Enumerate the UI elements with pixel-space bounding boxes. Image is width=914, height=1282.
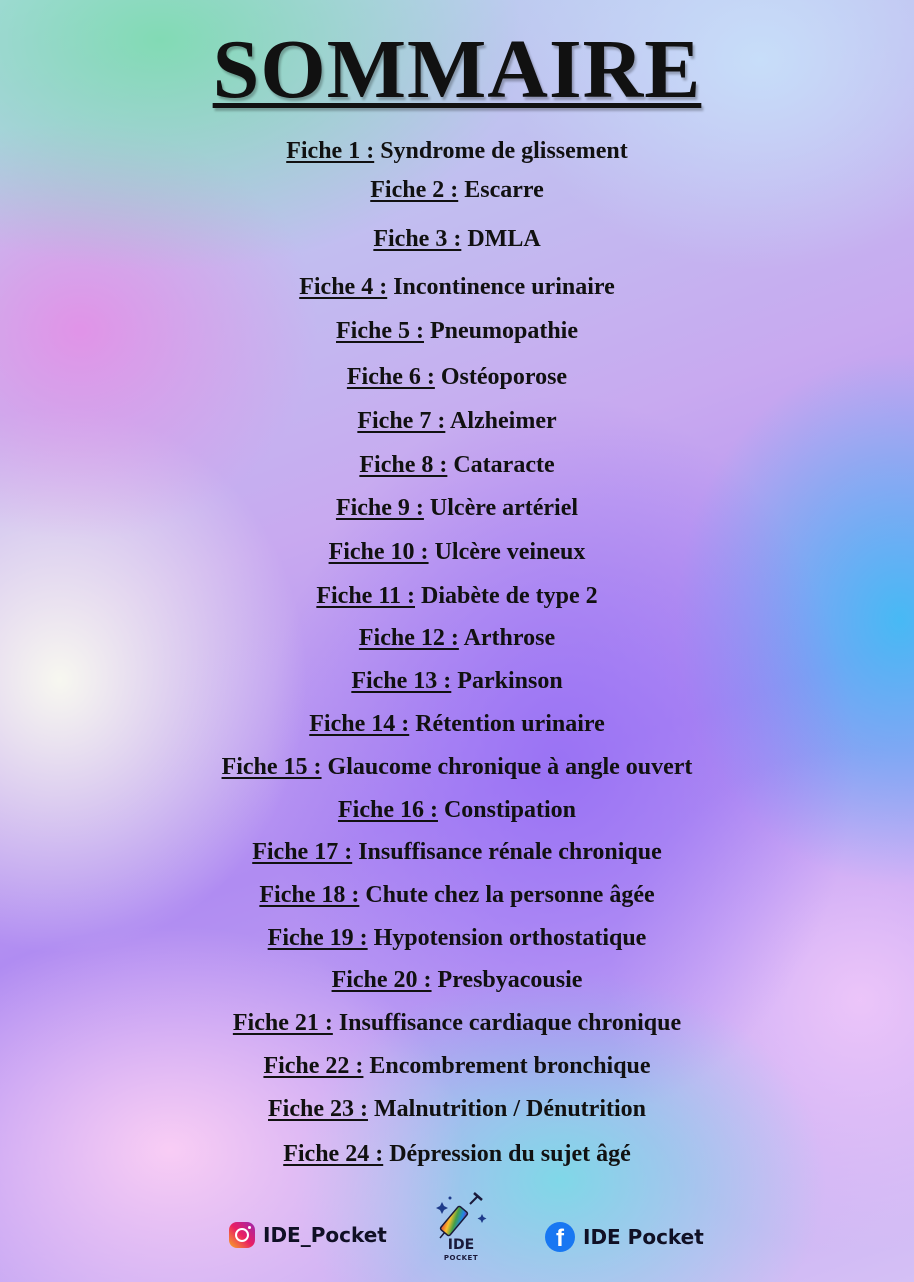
toc-item-label: Fiche 2 :	[370, 177, 459, 203]
toc-item-topic: Ulcère veineux	[434, 539, 586, 565]
toc-item-topic: Arthrose	[463, 625, 556, 651]
toc-item[interactable]	[0, 272, 914, 302]
toc-item-topic: Parkinson	[457, 668, 563, 694]
toc-item-label: Fiche 13 :	[351, 668, 452, 694]
toc-item-topic: Ostéoporose	[440, 364, 568, 390]
toc-item-label: Fiche 10 :	[328, 539, 429, 565]
facebook-icon: f	[545, 1222, 575, 1252]
toc-item-topic: Pneumopathie	[429, 318, 578, 344]
toc-item-label: Fiche 4 :	[299, 274, 388, 300]
logo-subtitle: POCKET	[443, 1254, 479, 1262]
toc-item[interactable]	[0, 1051, 914, 1081]
toc-item-label: Fiche 9 :	[335, 495, 424, 521]
toc-item-label: Fiche 12 :	[358, 625, 459, 651]
toc-item-label: Fiche 21 :	[232, 1010, 333, 1036]
facebook-handle: IDE Pocket	[583, 1225, 704, 1249]
toc-item[interactable]	[0, 224, 914, 254]
toc-item[interactable]	[0, 837, 914, 867]
toc-item-label: Fiche 3 :	[373, 226, 462, 252]
toc-item-topic: Syndrome de glissement	[380, 138, 628, 164]
toc-item-label: Fiche 16 :	[337, 797, 438, 823]
toc-item-topic: Diabète de type 2	[421, 583, 598, 609]
toc-item-label: Fiche 17 :	[252, 839, 353, 865]
toc-item-topic: Chute chez la personne âgée	[365, 882, 655, 908]
toc-item-label: Fiche 19 :	[267, 925, 368, 951]
toc-item-topic: Ulcère artériel	[429, 495, 579, 521]
toc-item[interactable]	[0, 406, 914, 436]
toc-item-topic: Insuffisance cardiaque chronique	[338, 1010, 682, 1036]
toc-item-label: Fiche 18 :	[259, 882, 360, 908]
toc-item[interactable]	[0, 923, 914, 953]
toc-item-topic: Cataracte	[453, 452, 555, 478]
toc-item[interactable]	[0, 965, 914, 995]
toc-item[interactable]	[0, 1094, 914, 1124]
toc-item-topic: Hypotension orthostatique	[373, 925, 647, 951]
toc-item-label: Fiche 23 :	[268, 1096, 368, 1122]
toc-item-topic: Encombrement bronchique	[369, 1053, 651, 1079]
toc-item-topic: Escarre	[464, 177, 544, 203]
toc-item-topic: Rétention urinaire	[415, 711, 605, 737]
toc-item-topic: Incontinence urinaire	[393, 274, 615, 300]
toc-item-label: Fiche 14 :	[309, 711, 410, 737]
toc-item[interactable]	[0, 450, 914, 480]
toc-item[interactable]	[0, 709, 914, 739]
toc-item-label: Fiche 6 :	[346, 364, 435, 390]
toc-item[interactable]	[0, 581, 914, 611]
toc-item[interactable]	[0, 362, 914, 392]
toc-item-label: Fiche 20 :	[331, 967, 432, 993]
toc-item-label: Fiche 11 :	[316, 583, 415, 609]
footer	[0, 1192, 914, 1272]
instagram-icon	[229, 1222, 255, 1248]
toc-item-topic: Alzheimer	[450, 408, 557, 434]
toc-item[interactable]	[0, 1008, 914, 1038]
toc-item-label: Fiche 15 :	[221, 754, 322, 780]
toc-item-topic: Constipation	[443, 797, 577, 823]
toc-item-label: Fiche 22 :	[263, 1053, 364, 1079]
toc-item[interactable]	[0, 493, 914, 523]
toc-item-label: Fiche 7 :	[357, 408, 446, 434]
toc-item-label: Fiche 8 :	[359, 452, 448, 478]
toc-item-topic: Presbyacousie	[437, 967, 583, 993]
toc-item-label: Fiche 5 :	[336, 318, 424, 344]
toc-item-topic: Dépression du sujet âgé	[389, 1141, 631, 1167]
facebook-link[interactable]	[545, 1222, 704, 1252]
toc-item-topic: Malnutrition / Dénutrition	[373, 1096, 646, 1122]
toc-item[interactable]	[0, 175, 914, 205]
toc-item[interactable]	[0, 1139, 914, 1169]
toc-item-label: Fiche 24 :	[283, 1141, 384, 1167]
toc-item[interactable]	[0, 316, 914, 346]
toc-item[interactable]	[0, 795, 914, 825]
page-title: SOMMAIRE	[212, 23, 702, 116]
toc-item[interactable]	[0, 880, 914, 910]
toc-item-label: Fiche 1 :	[286, 138, 375, 164]
toc-item-topic: Glaucome chronique à angle ouvert	[327, 754, 693, 780]
toc-item-topic: DMLA	[467, 226, 541, 252]
toc-item[interactable]	[0, 752, 914, 782]
toc-item-topic: Insuffisance rénale chronique	[358, 839, 662, 865]
instagram-handle: IDE_Pocket	[263, 1223, 387, 1247]
ide-pocket-logo	[428, 1192, 494, 1270]
toc-item[interactable]	[0, 666, 914, 696]
instagram-link[interactable]	[229, 1222, 387, 1248]
toc-item[interactable]	[0, 623, 914, 653]
toc-item[interactable]	[0, 537, 914, 567]
logo-name: IDE	[447, 1237, 475, 1253]
syringe-icon	[430, 1192, 492, 1242]
toc-item[interactable]	[0, 136, 914, 166]
